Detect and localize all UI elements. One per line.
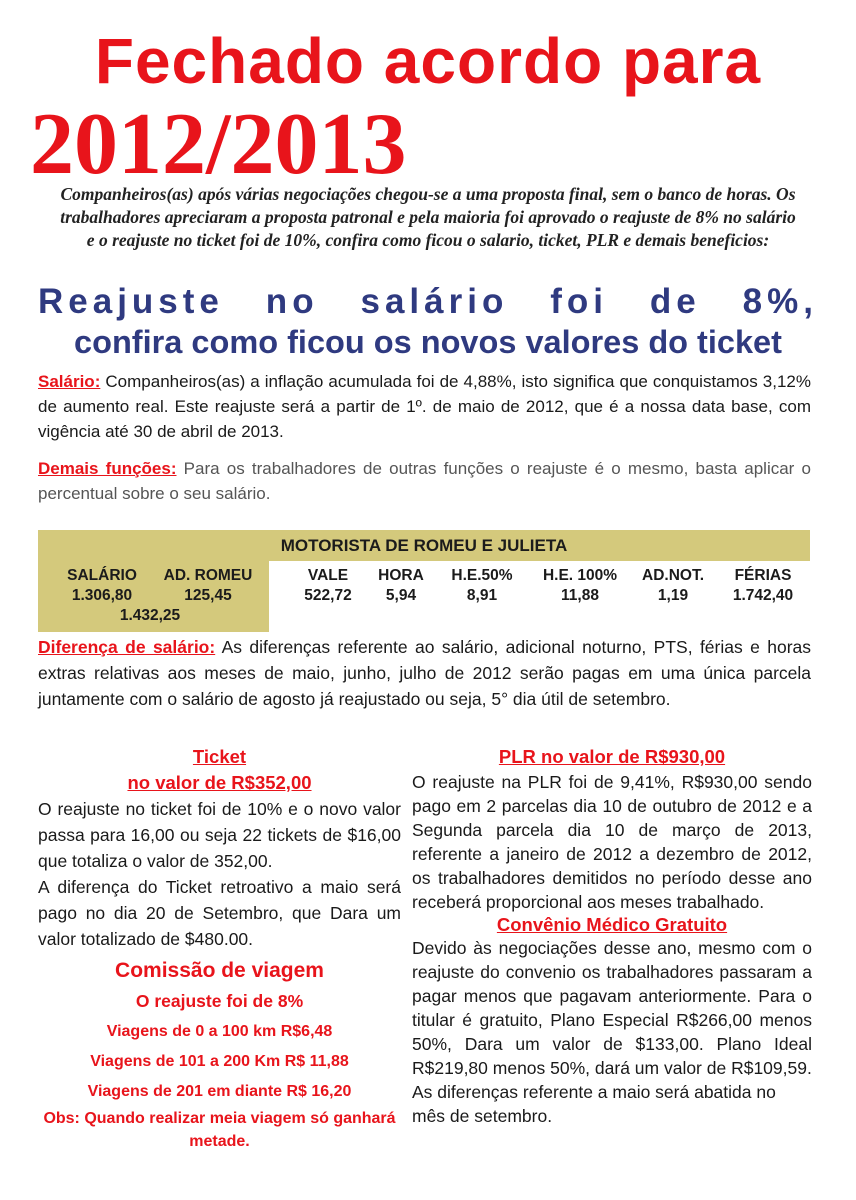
convenio-title: Convênio Médico Gratuito (496, 914, 728, 935)
total-value: 1.432,25 (119, 607, 181, 624)
col-value-salario: 1.306,80 (71, 587, 133, 604)
col-value-he100: 11,88 (561, 587, 599, 604)
col-header-he50: H.E.50% (451, 567, 513, 584)
diferenca-text: As diferenças referente ao salário, adicional noturno, PTS, férias e horas extras relativas aos meses de maio, junho, julho de 2012 serão pagas em uma única parcela juntamente com o salário de agosto já reajustado ou seja, 5° dia útil de setembro. (38, 637, 812, 709)
ticket-paragraph-1: O reajuste no ticket foi de 10% e o novo valor passa para 16,00 ou seja 22 tickets de $16,00 que totaliza o valor de 352,00. (38, 799, 401, 871)
comissao-title: Comissão de viagem (115, 959, 324, 982)
col-header-salario: SALÁRIO (67, 567, 137, 584)
col-header-adnot: AD.NOT. (642, 567, 704, 584)
comissao-subtitle: O reajuste foi de 8% (135, 991, 304, 1011)
col-header-ferias: FÉRIAS (734, 567, 792, 584)
col-header-vale: VALE (307, 567, 349, 584)
salario-paragraph (38, 369, 811, 444)
table-title: MOTORISTA DE ROMEU E JULIETA (38, 530, 810, 561)
convenio-paragraph-2: As diferenças referente a maio será abatida no mês de setembro. (412, 1082, 776, 1126)
plr-paragraph: O reajuste na PLR foi de 9,41%, R$930,00 sendo pago em 2 parcelas dia 10 de outubro de 2012 e a Segunda parcela dia 10 de março de 2013, referente a janeiro de 2012 a dezembro de 2012, os trabalhadores demitidos no período desse ano receberá proporcional aos meses trabalhado. (412, 772, 812, 912)
ticket-title: Ticket (192, 746, 247, 767)
col-value-ferias: 1.742,40 (732, 587, 794, 604)
intro-text: Companheiros(as) após várias negociações chegou-se a uma proposta final, sem o banco de horas. Os trabalhadores apreciaram a proposta patronal e pela maioria foi aprovado o reajuste de 8% no salário e o reajuste no ticket foi de 10%, confira como ficou o salario, ticket, PLR e demais beneficios: (60, 184, 796, 250)
diferenca-label: Diferença de salário: (38, 637, 216, 657)
demais-text: Para os trabalhadores de outras funções o reajuste é o mesmo, basta aplicar o percentual sobre o seu salário. (38, 459, 811, 503)
comissao-line: Viagens de 0 a 100 km R$6,48 (106, 1023, 333, 1040)
col-header-hora: HORA (378, 567, 424, 584)
col-value-he50: 8,91 (466, 587, 498, 604)
headline-line-1: Reajuste no salário foi de 8%, (38, 282, 818, 321)
headline-line-2: confira como ficou os novos valores do ticket (74, 324, 782, 360)
comissao-line: Viagens de 201 em diante R$ 16,20 (87, 1083, 352, 1100)
ticket-paragraph-2: A diferença do Ticket retroativo a maio será pago no dia 20 de Setembro, que Dara um valor totalizado de $480.00. (38, 877, 401, 949)
demais-paragraph (38, 456, 811, 506)
col-value-hora: 5,94 (385, 587, 417, 604)
comissao-line: Viagens de 101 a 200 Km R$ 11,88 (90, 1053, 349, 1070)
demais-label: Demais funções: (38, 459, 177, 478)
col-header-ad-romeu: AD. ROMEU (163, 567, 253, 584)
convenio-paragraph: Devido às negociações desse ano, mesmo com o reajuste do convenio os trabalhadores passaram a pagar menos que pagavam anteriormente. Para o titular é gratuito, Plano Especial R$266,00 menos 50%, Dara um valor de $133,00. Plano Ideal R$219,80 menos 50%, dará um valor de R$109,59. (412, 938, 812, 1078)
plr-title: PLR no valor de R$930,00 (498, 746, 726, 767)
col-header-he100: H.E. 100% (542, 567, 618, 584)
ticket-subtitle: no valor de R$352,00 (127, 772, 312, 793)
ticket-section (38, 744, 401, 952)
plr-section (412, 744, 812, 1128)
comissao-section (38, 956, 401, 1153)
comissao-obs: Obs: Quando realizar meia viagem só ganhará metade. (43, 1110, 396, 1150)
col-value-adnot: 1,19 (657, 587, 689, 604)
col-value-vale: 522,72 (304, 587, 352, 604)
title-line-1: Fechado acordo para (94, 25, 762, 97)
salario-label: Salário: (38, 372, 101, 391)
col-value-ad-romeu: 125,45 (184, 587, 232, 604)
title-line-2: 2012/2013 (30, 96, 407, 193)
salario-text: Companheiros(as) a inflação acumulada foi de 4,88%, isto significa que conquistamos 3,12% de aumento real. Este reajuste será a partir de 1º. de maio de 2012, que é a nossa data base, com vigência até 30 de abril de 2013. (38, 372, 811, 441)
diferenca-paragraph (38, 634, 811, 712)
